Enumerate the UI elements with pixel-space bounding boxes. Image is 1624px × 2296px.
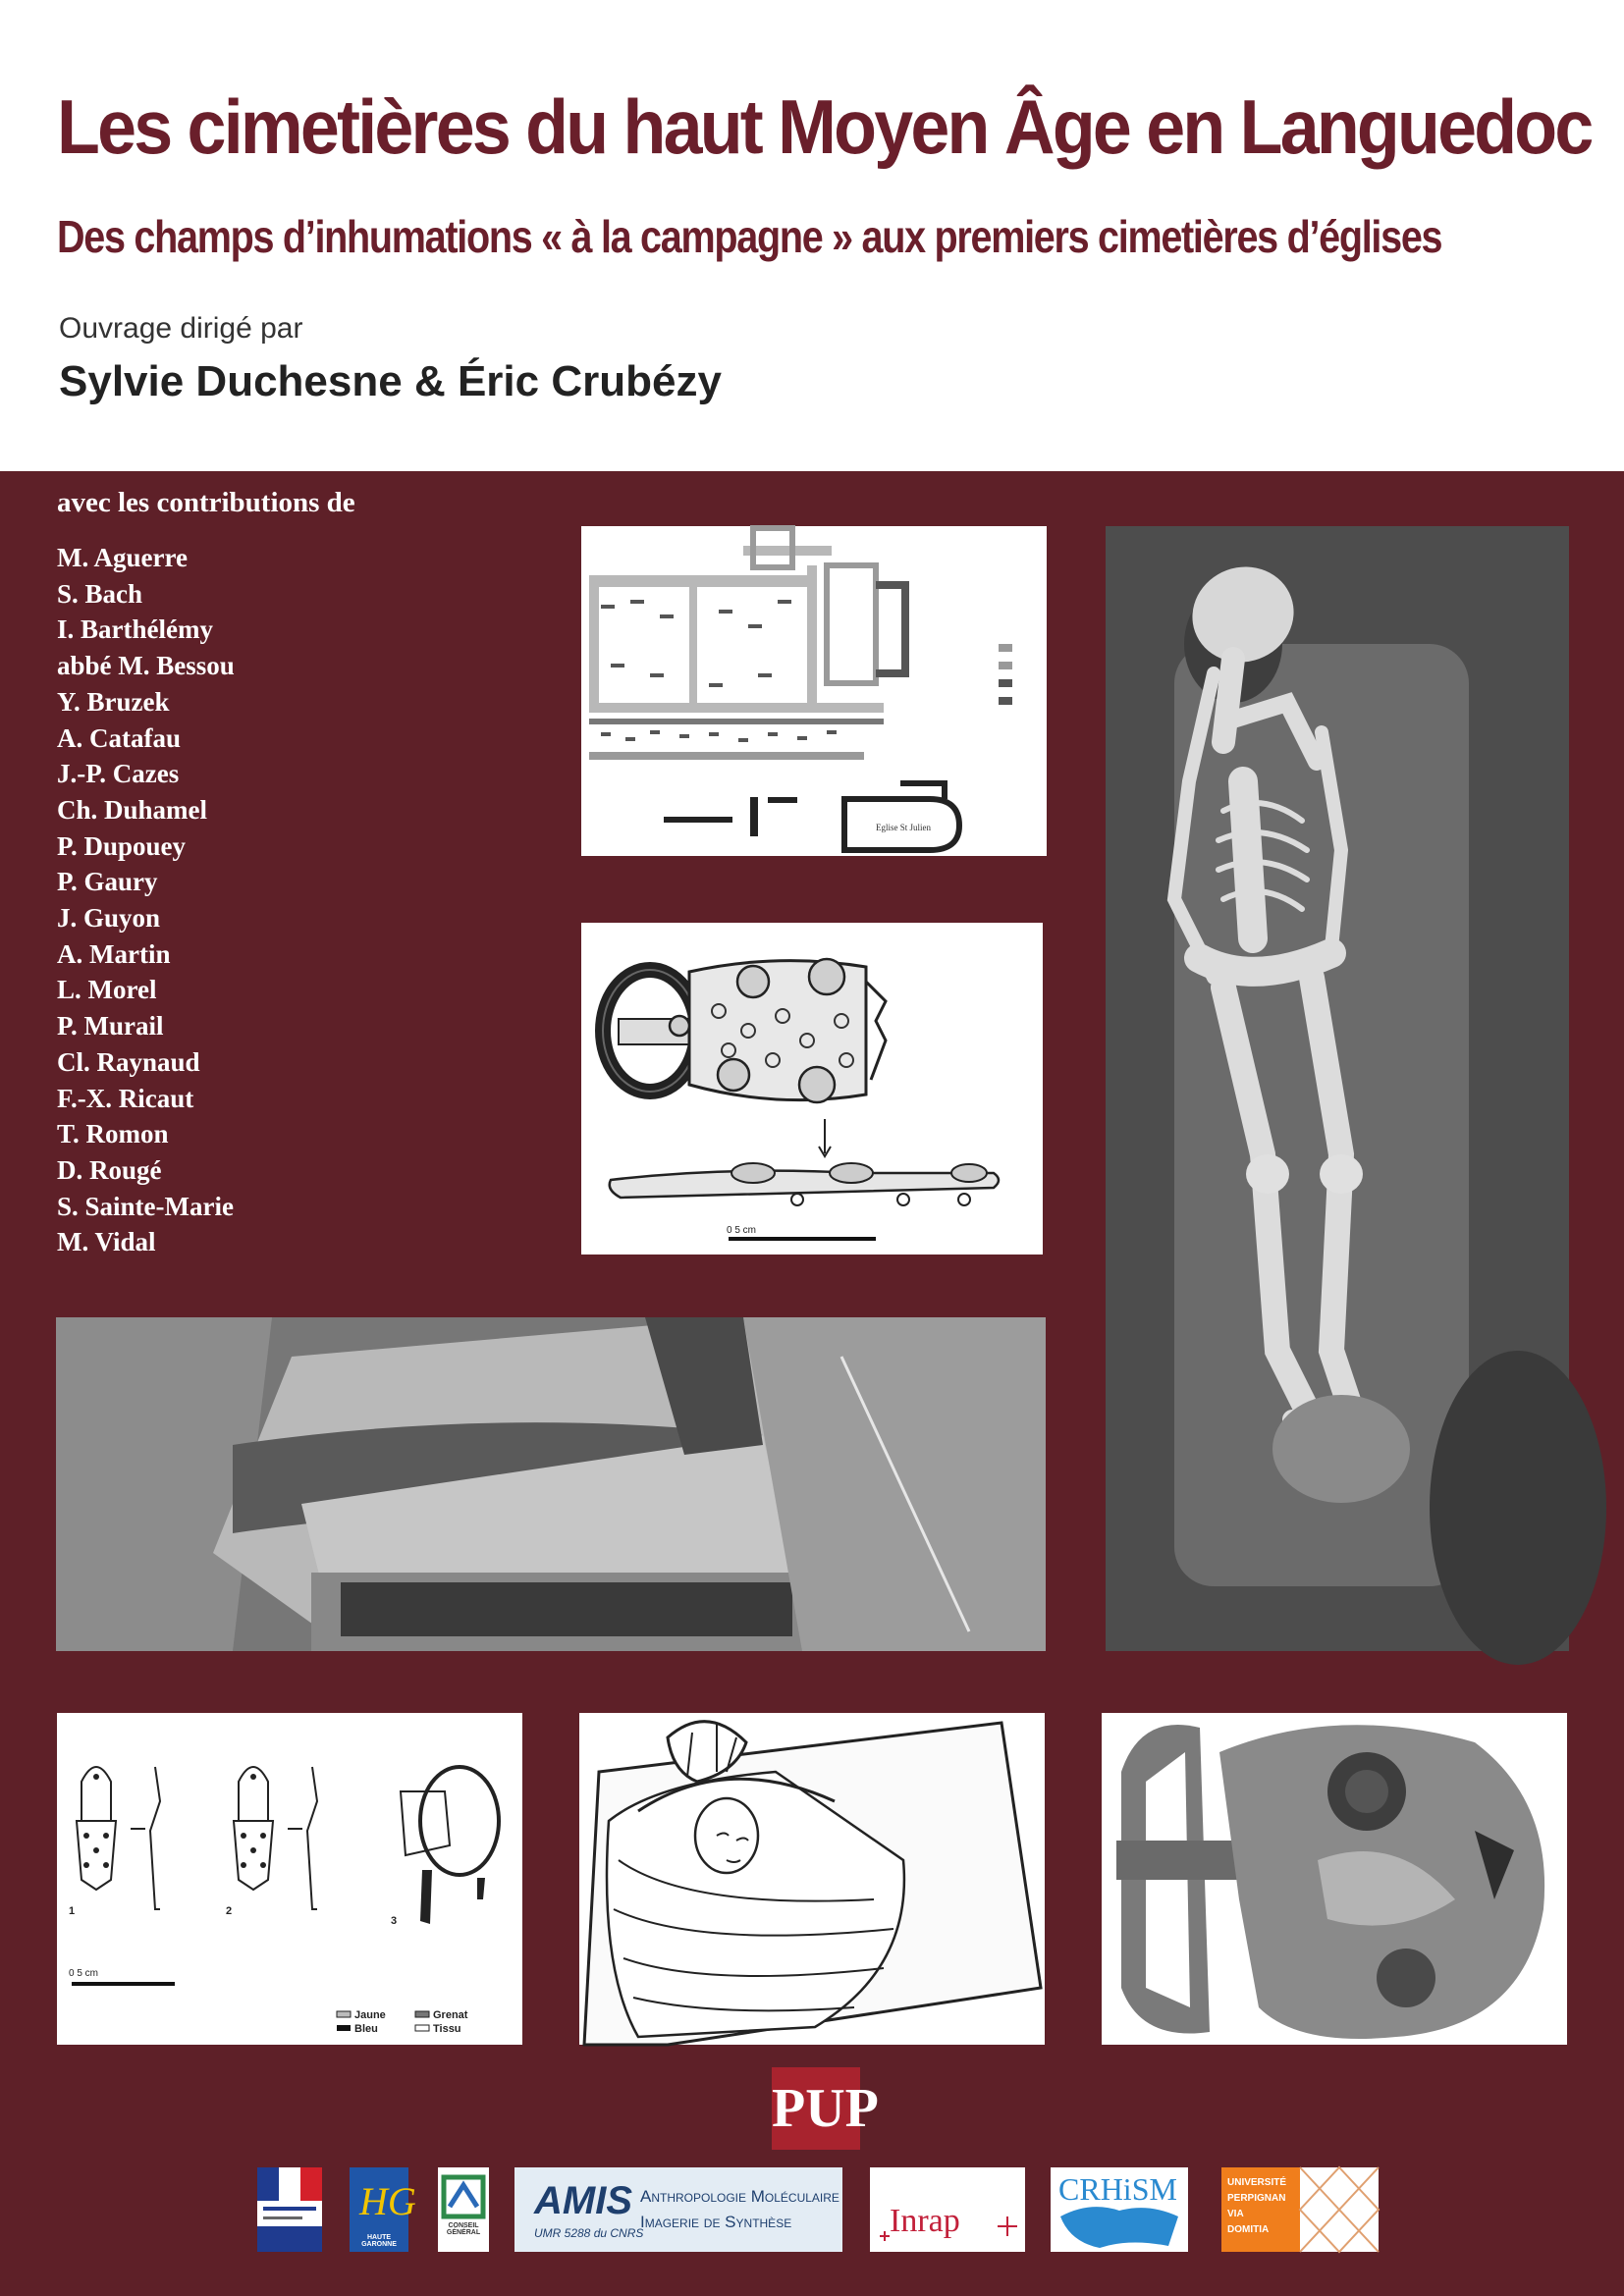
inrap-logo <box>870 2167 1025 2252</box>
republique-logo <box>257 2167 322 2252</box>
haute-garonne-logo <box>350 2167 416 2252</box>
pup-logo: PUP <box>772 2067 860 2150</box>
contributor: T. Romon <box>57 1119 169 1149</box>
legend-grenat: Grenat <box>433 2009 468 2021</box>
brooch-number-2: 2 <box>226 1905 233 1917</box>
contributor: A. Catafau <box>57 722 181 753</box>
contributor: D. Rougé <box>57 1154 162 1185</box>
amis-line2: Imagerie de Synthèse <box>640 2213 792 2231</box>
buckle-drawing <box>581 923 1043 1255</box>
contributor: Cl. Raynaud <box>57 1046 200 1077</box>
directed-by-label: Ouvrage dirigé par <box>59 312 303 345</box>
contributor: Ch. Duhamel <box>57 794 208 825</box>
contributor: Y. Bruzek <box>57 686 170 717</box>
contributor: S. Bach <box>57 578 143 609</box>
buckle-svg <box>581 923 1043 1255</box>
brooches-svg <box>57 1713 522 2045</box>
tarn-icon <box>438 2167 489 2252</box>
legend-bleu: Bleu <box>354 2023 378 2035</box>
skeleton-photo <box>1106 526 1569 1651</box>
contributor: P. Gaury <box>57 867 158 897</box>
legend-jaune: Jaune <box>354 2009 386 2021</box>
site-plan-drawing <box>581 526 1047 856</box>
contributor: abbé M. Bessou <box>57 651 235 681</box>
contributor: M. Aguerre <box>57 543 188 572</box>
svg-text:HG: HG <box>359 2179 416 2223</box>
editors: Sylvie Duchesne & Éric Crubézy <box>59 357 722 405</box>
contributor: A. Martin <box>57 938 171 969</box>
upvd-line-1: UNIVERSITÉ <box>1227 2177 1287 2188</box>
contributions-heading: avec les contributions de <box>57 487 355 518</box>
burial-svg <box>579 1713 1045 2045</box>
upvd-lines-icon <box>1300 2167 1379 2252</box>
contributor: P. Murail <box>57 1011 164 1041</box>
contributor: P. Dupouey <box>57 830 187 861</box>
site-plan-svg <box>581 526 1047 856</box>
brooches-scale-label: 0 5 cm <box>69 1968 99 1979</box>
contributor: L. Morel <box>57 975 157 1005</box>
brooch-number-3: 3 <box>391 1915 398 1927</box>
upvd-line-2: PERPIGNAN <box>1227 2193 1286 2204</box>
haute-garonne-text: HAUTE GARONNE <box>361 2234 397 2248</box>
contributor: S. Sainte-Marie <box>57 1191 234 1221</box>
amis-sub: UMR 5288 du CNRS <box>534 2226 644 2240</box>
church-label: Eglise St Julien <box>876 823 931 832</box>
amis-title: AMIS <box>534 2179 632 2222</box>
contributor: J.-P. Cazes <box>57 759 180 789</box>
marianne-icon <box>257 2167 322 2252</box>
sarcophagi-photo <box>56 1317 1046 1651</box>
contributors-list <box>57 540 235 1260</box>
title-area <box>0 0 1624 471</box>
upvd-line-3: VIA <box>1227 2209 1244 2219</box>
upvd-logo <box>1221 2167 1379 2252</box>
buckle-photo <box>1102 1713 1567 2045</box>
brooch-number-1: 1 <box>69 1905 76 1917</box>
book-title: Les cimetières du haut Moyen Âge en Languedoc <box>57 83 1592 170</box>
amis-line1: Anthropologie Moléculaire <box>640 2187 839 2206</box>
brooches-drawing <box>57 1713 522 2045</box>
book-subtitle: Des champs d’inhumations « à la campagne » aux premiers cimetières d’églises <box>57 211 1442 262</box>
contributor: J. Guyon <box>57 903 161 934</box>
skeleton-svg <box>1106 526 1569 1651</box>
buckle-scale-label: 0 5 cm <box>727 1225 757 1236</box>
buckle-photo-svg <box>1102 1713 1567 2045</box>
tarn-text: CONSEIL GÉNÉRAL <box>446 2222 481 2236</box>
amis-logo <box>514 2167 842 2252</box>
crhism-text: CRHiSM <box>1058 2171 1177 2207</box>
contributor: M. Vidal <box>57 1227 156 1257</box>
tarn-logo <box>438 2167 489 2252</box>
inrap-text: Inrap <box>890 2203 960 2239</box>
contributor: F.-X. Ricaut <box>57 1083 194 1113</box>
upvd-line-4: DOMITIA <box>1227 2224 1270 2235</box>
contributor: I. Barthélémy <box>57 614 213 645</box>
crhism-logo <box>1051 2167 1188 2252</box>
sarcophagi-svg <box>56 1317 1046 1651</box>
legend-tissu: Tissu <box>433 2023 461 2035</box>
burial-drawing <box>579 1713 1045 2045</box>
